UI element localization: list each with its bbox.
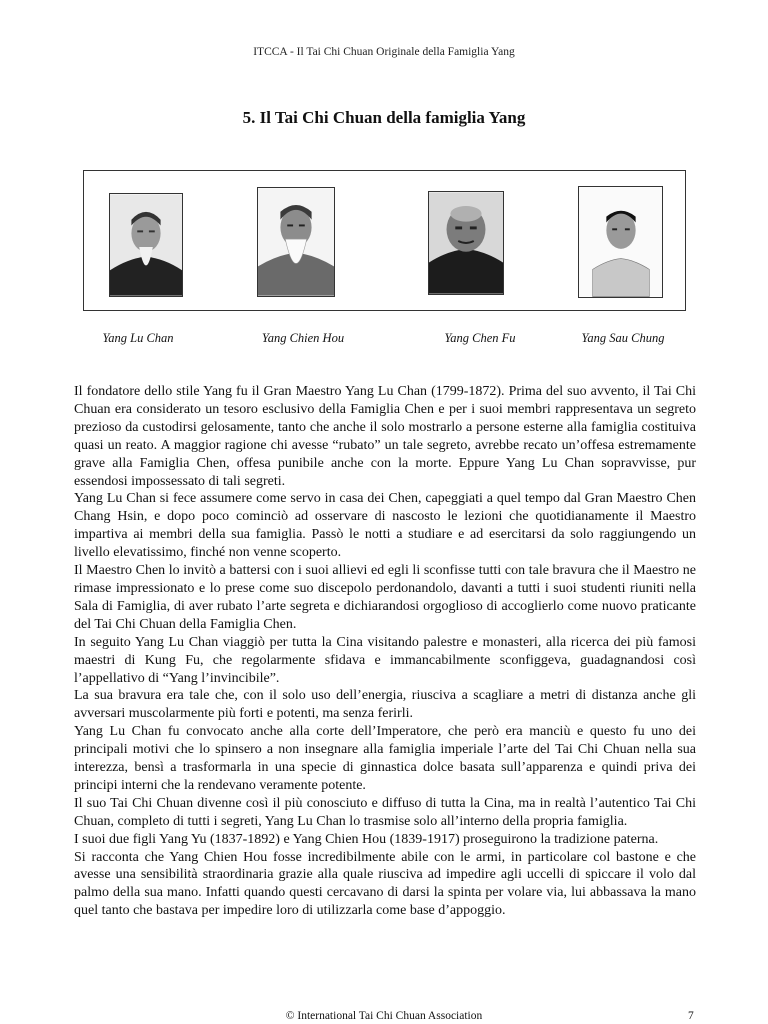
paragraph: Il Maestro Chen lo invitò a battersi con i suoi allievi ed egli li sconfisse tutti con tale bravura che il Maestro ne rimase impressionato e lo prese come suo discepolo perdonandolo, davanti a tutti i suoi studenti riuniti nella Sala di Famiglia, di aver rubato l’arte segreta e dichiarandosi orgoglioso di accoglierlo come nuovo praticante del Tai Chi Chuan della Famiglia Chen. — [74, 563, 696, 632]
portrait-yang-chen-fu — [428, 191, 504, 295]
portrait-photo-icon — [110, 194, 182, 296]
paragraph: Yang Lu Chan fu convocato anche alla corte dell’Imperatore, che però era manciù e questo fu uno dei principali motivi che lo spinsero a non insegnare alla famiglia imperiale l’arte del Tai Chi Chuan nella sua interezza, bensì a trasformarla in una specie di ginnastica dolce basata sull’apparenza e quindi priva dei principi interni che la rendevano veramente potente. — [74, 724, 696, 793]
portrait-caption: Yang Chien Hou — [261, 331, 345, 345]
paragraph: La sua bravura era tale che, con il solo uso dell’energia, riusciva a scagliare a metri di distanza anche gli avversari muscolarmente più forti e potenti, ma senza ferirli. — [74, 688, 696, 722]
portrait-photo-icon — [258, 188, 334, 296]
portrait-yang-lu-chan — [109, 193, 183, 297]
paragraph: In seguito Yang Lu Chan viaggiò per tutta la Cina visitando palestre e monasteri, alla ricerca dei più famosi maestri di Kung Fu, che regolarmente sfidava e immancabilmente sconfiggeva, guadagnandosi così l’appellativo di “Yang l’invincibile”. — [74, 634, 696, 686]
paragraph: I suoi due figli Yang Yu (1837-1892) e Yang Chien Hou (1839-1917) proseguirono la tradizione paterna. — [74, 831, 659, 847]
portrait-caption: Yang Lu Chan — [102, 331, 174, 345]
portrait-yang-chien-hou — [257, 187, 335, 297]
paragraph: Il fondatore dello stile Yang fu il Gran Maestro Yang Lu Chan (1799-1872). Prima del suo avvento, il Tai Chi Chuan era considerato un tesoro esclusivo della Famiglia Chen e per i suoi membri rappresentava un segreto prezioso da custodirsi gelosamente, tanto che anche il solo mostrarlo a persone esterne alla famiglia costituiva quasi un reato. A maggior ragione chi avesse “rubato” un tale segreto, avrebbe recato un’offesa estremamente grave alla Famiglia Chen, offesa punibile anche con la morte. Eppure Yang Lu Chan sopravvisse, pur essendosi impossessato di tali segreti. — [74, 384, 696, 489]
footer-copyright: © International Tai Chi Chuan Association — [285, 1010, 483, 1022]
portrait-photo-icon — [579, 187, 662, 297]
portrait-caption: Yang Sau Chung — [581, 331, 665, 345]
chapter-title: 5. Il Tai Chi Chuan della famiglia Yang — [242, 108, 526, 127]
paragraph: Yang Lu Chan si fece assumere come servo in casa dei Chen, capeggiati a quel tempo dal Gran Maestro Chen Chang Hsin, e dopo poco cominciò ad osservare di nascosto le lezioni che quotidianamente il Maestro impartiva ai membri della sua famiglia. Passò le notti a studiare e ad esercitarsi da solo raggiungendo un livello elevatissimo, finché non venne scoperto. — [74, 491, 696, 561]
page-number: 7 — [688, 1010, 694, 1022]
portrait-yang-sau-chung — [578, 186, 663, 298]
paragraph: Il suo Tai Chi Chuan divenne così il più conosciuto e diffuso di tutta la Cina, ma in realtà l’autentico Tai Chi Chuan, completo di tutti i segreti, Yang Lu Chan lo trasmise solo all’interno della propria famiglia. — [74, 795, 696, 829]
running-header: ITCCA - Il Tai Chi Chuan Originale della Famiglia Yang — [253, 46, 515, 58]
portrait-photo-icon — [429, 192, 503, 294]
portrait-caption: Yang Chen Fu — [444, 331, 516, 345]
paragraph: Si racconta che Yang Chien Hou fosse incredibilmente abile con le armi, in particolare col bastone e che avesse una sensibilità straordinaria grazie alla quale riusciva ad impedire agli uccelli di spiccare il volo dal palmo della sua mano. Infatti quando questi cercavano di darsi la spinta per volare via, lui abbassava la mano quel tanto che bastava per impedire loro di utilizzarla come base d’appoggio. — [74, 849, 696, 919]
chapter-body — [74, 383, 696, 920]
